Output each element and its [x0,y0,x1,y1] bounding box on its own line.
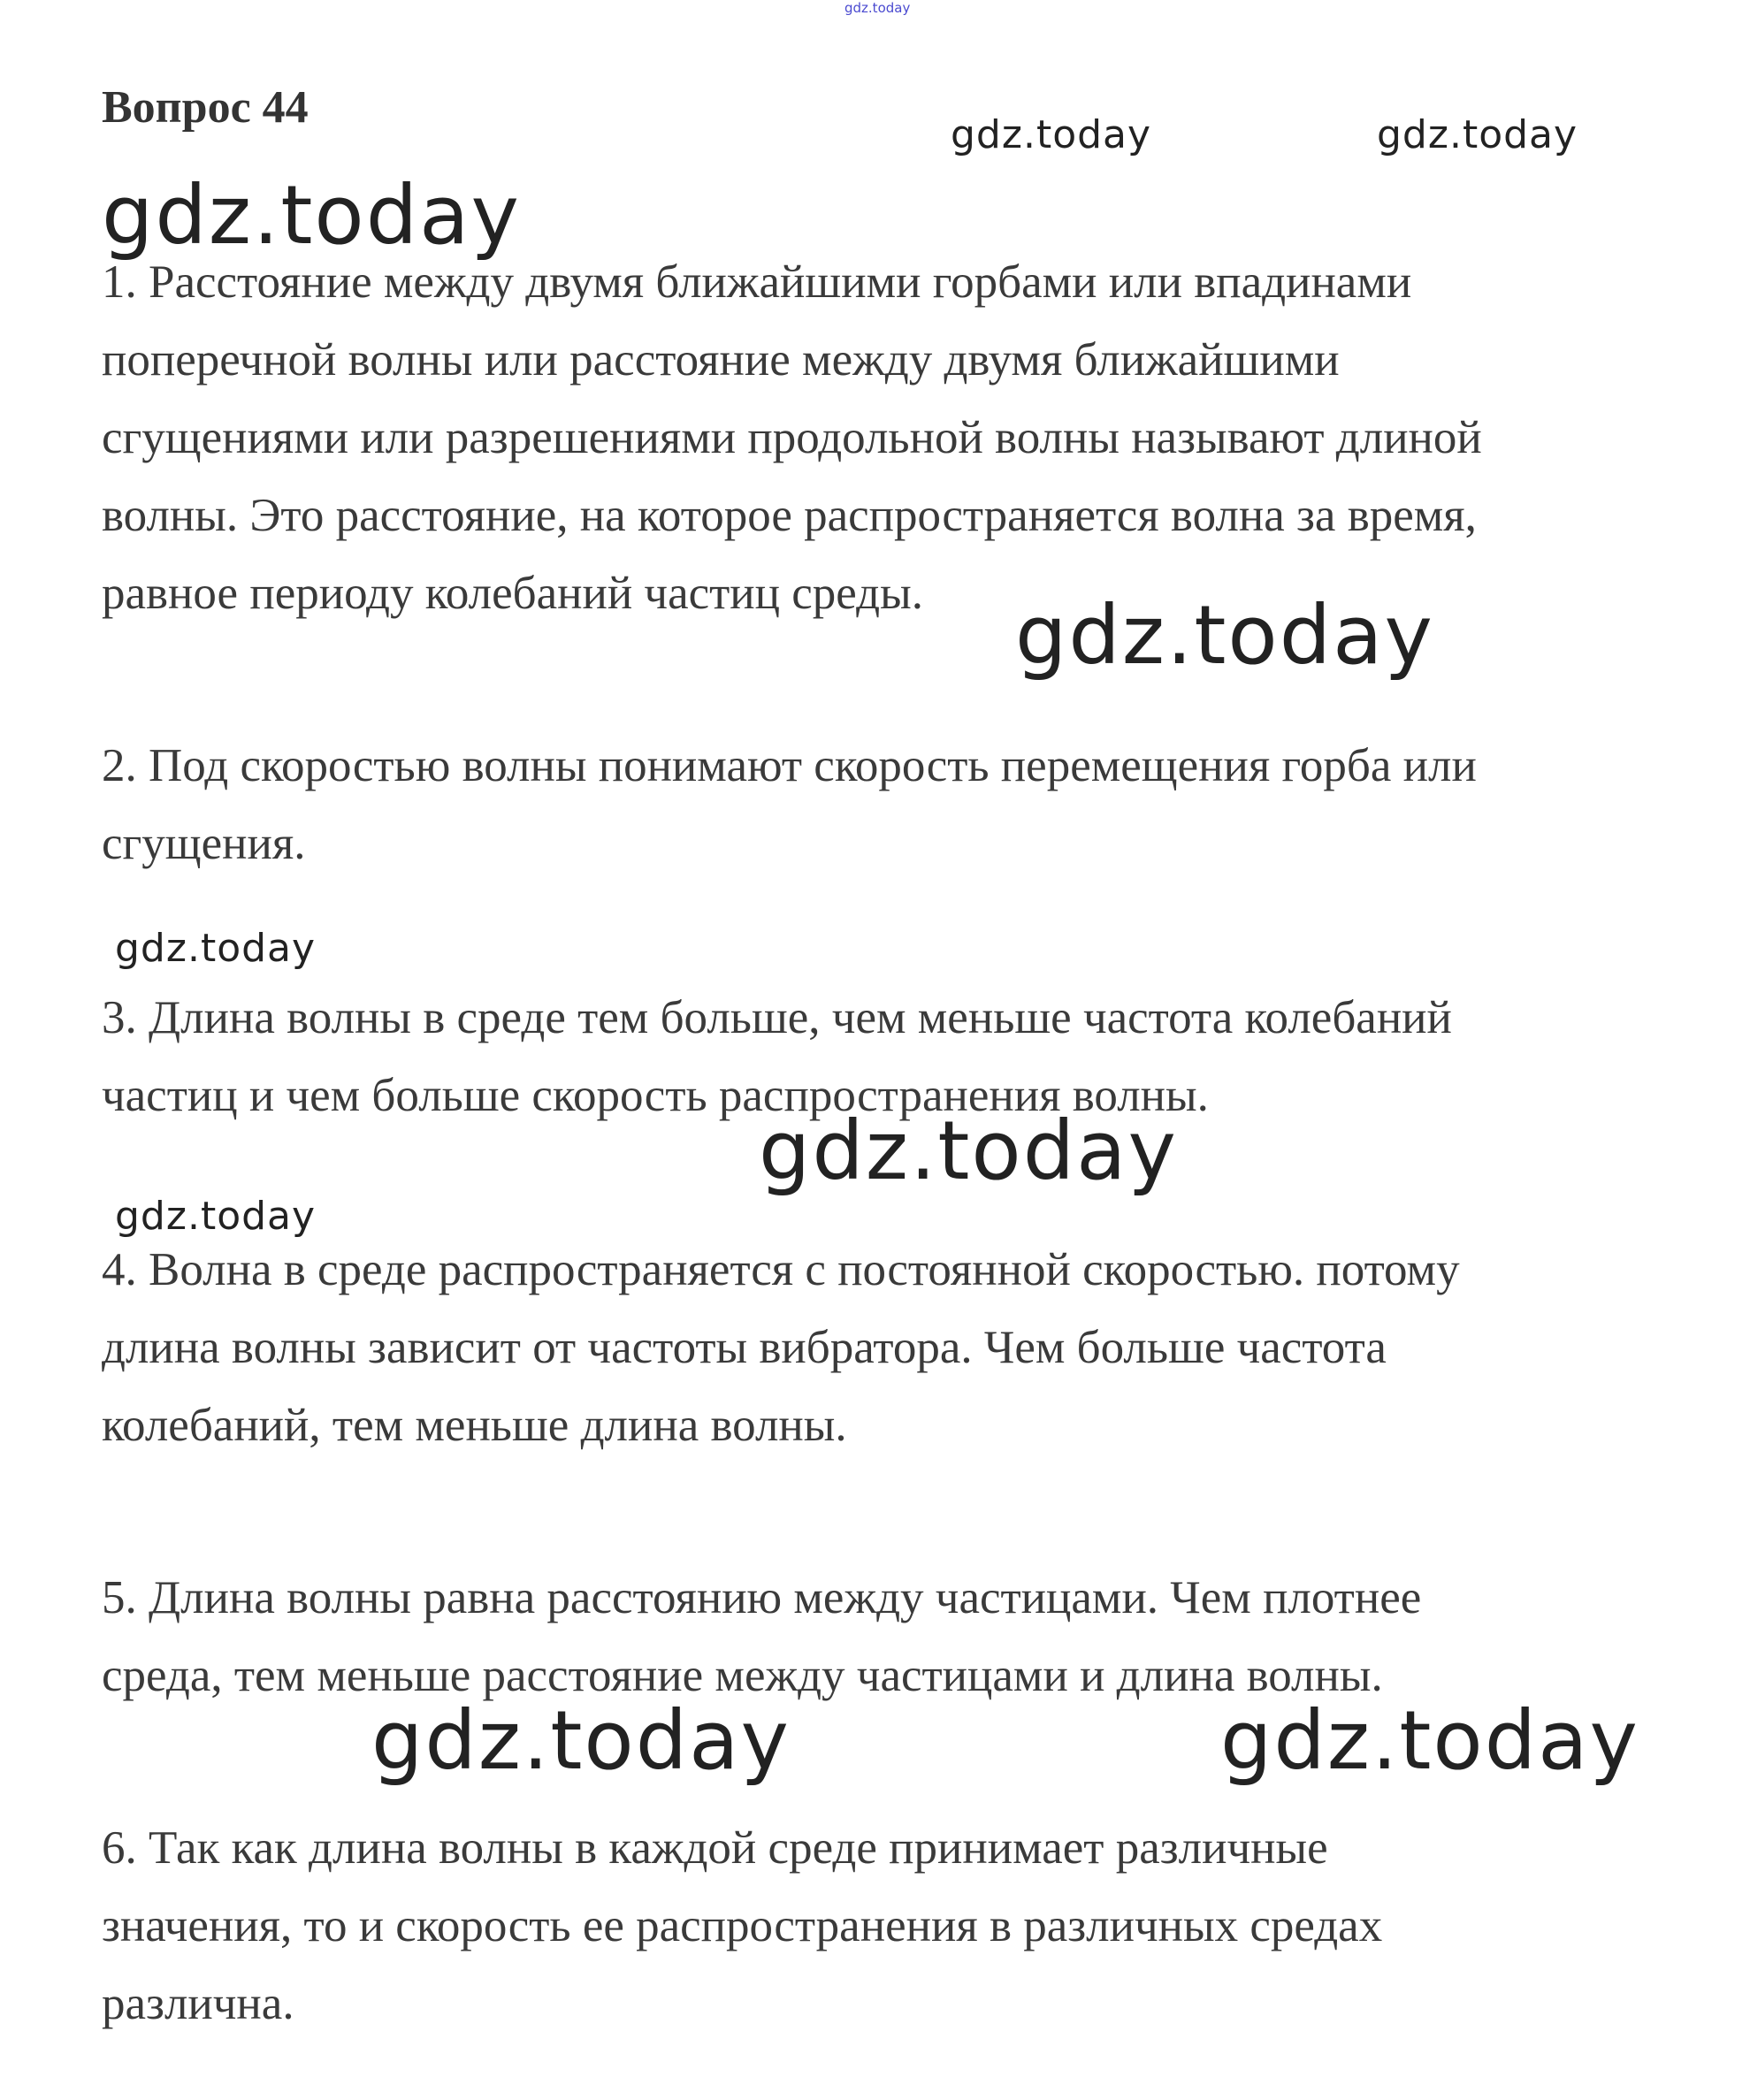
watermark: gdz.today [115,1194,317,1239]
watermark: gdz.today [1220,1693,1639,1788]
watermark: gdz.today [951,112,1152,157]
answer-paragraph-3: 3. Длина волны в среде тем больше, чем меньше частота колебаний частиц и чем больше скорость распространения волны. [102,992,1452,1121]
answer-paragraph-6: 6. Так как длина волны в каждой среде принимает различные значения, то и скорость ее распространения в различных средах различна. [102,1822,1383,2029]
watermark-top: gdz.today [844,0,911,16]
watermark: gdz.today [102,168,521,263]
answer-paragraph-2: 2. Под скоростью волны понимают скорость перемещения горба или сгущения. [102,740,1477,869]
answer-paragraph-4: 4. Волна в среде распространяется с постоянной скоростью. потому длина волны зависит от частоты вибратора. Чем больше частота колебаний, тем меньше длина волны. [102,1244,1460,1451]
watermark: gdz.today [115,926,317,971]
answer-paragraph-1: 1. Расстояние между двумя ближайшими горбами или впадинами поперечной волны или расстояние между двумя ближайшими сгущениями или разрешениями продольной волны называют длиной волны. Это расстояние, на которое распространяется волна за время, равное периоду колебаний частиц среды. [102,256,1482,619]
answer-paragraph-5: 5. Длина волны равна расстоянию между частицами. Чем плотнее среда, тем меньше расстояние между частицами и длина волны. [102,1572,1422,1701]
question-title: Вопрос 44 [102,82,309,133]
watermark: gdz.today [759,1103,1178,1198]
watermark: gdz.today [1377,112,1578,157]
watermark: gdz.today [1015,588,1434,683]
watermark: gdz.today [371,1693,791,1788]
